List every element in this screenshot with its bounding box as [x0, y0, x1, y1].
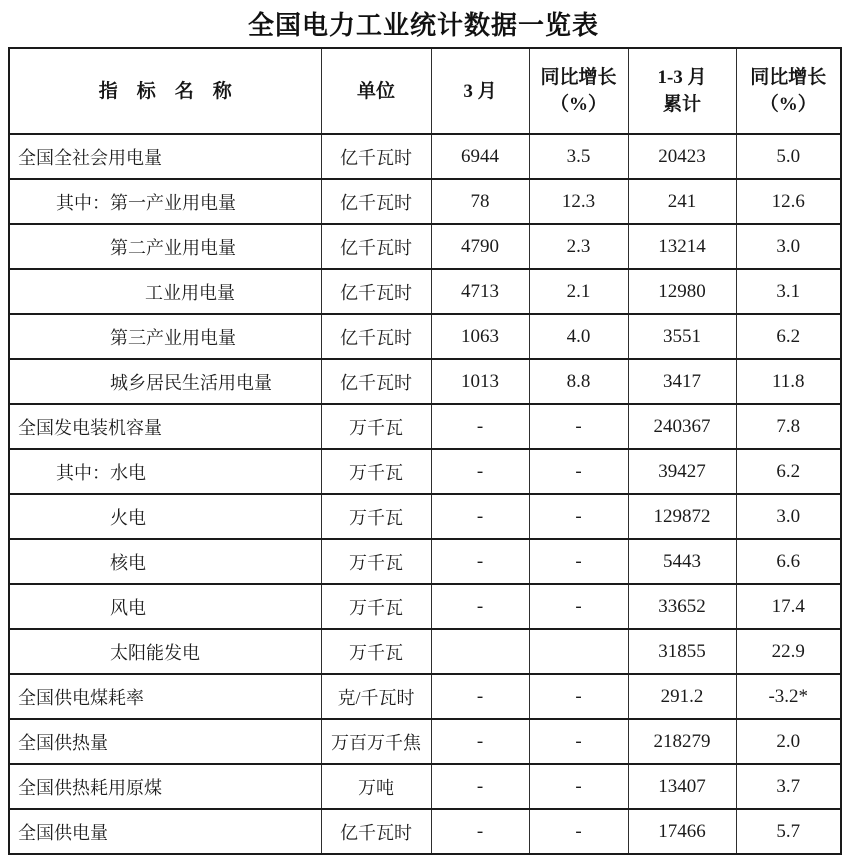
- cell-unit: 万千瓦: [321, 539, 431, 584]
- table-row: [9, 134, 841, 179]
- column-header-indicator: [9, 48, 321, 134]
- cell-march: -: [431, 494, 529, 539]
- table-row: [9, 629, 841, 674]
- cell-cumulative-yoy: 17.4: [736, 584, 841, 629]
- cell-march-yoy: -: [529, 539, 628, 584]
- header-line: 3 月: [463, 80, 497, 102]
- table-row: [9, 809, 841, 854]
- cell-march: -: [431, 449, 529, 494]
- cell-cumulative: 241: [628, 179, 736, 224]
- cell-cumulative-yoy: 2.0: [736, 719, 841, 764]
- cell-cumulative: 3551: [628, 314, 736, 359]
- cell-unit: 亿千瓦时: [321, 359, 431, 404]
- cell-unit: 克/千瓦时: [321, 674, 431, 719]
- table-row: [9, 764, 841, 809]
- cell-march-yoy: -: [529, 809, 628, 854]
- cell-march-yoy: -: [529, 584, 628, 629]
- table-header: [9, 48, 841, 134]
- header-line: 指 标 名 称: [98, 80, 232, 102]
- cell-unit: 万千瓦: [321, 494, 431, 539]
- cell-cumulative-yoy: 3.7: [736, 764, 841, 809]
- cell-unit: 万千瓦: [321, 629, 431, 674]
- cell-indicator: 太阳能发电: [9, 629, 321, 674]
- statistics-table: [8, 47, 842, 855]
- cell-cumulative: 218279: [628, 719, 736, 764]
- cell-cumulative-yoy: -3.2*: [736, 674, 841, 719]
- cell-cumulative: 13214: [628, 224, 736, 269]
- cell-march: -: [431, 809, 529, 854]
- cell-indicator: 第二产业用电量: [9, 224, 321, 269]
- table-row: [9, 404, 841, 449]
- cell-unit: 万千瓦: [321, 404, 431, 449]
- cell-unit: 万千瓦: [321, 449, 431, 494]
- page-title: 全国电力工业统计数据一览表: [247, 11, 599, 40]
- cell-unit: 亿千瓦时: [321, 224, 431, 269]
- cell-unit: 亿千瓦时: [321, 179, 431, 224]
- column-header-cumulative-yoy: [736, 48, 841, 134]
- column-header-march-yoy: [529, 48, 628, 134]
- cell-march-yoy: 12.3: [529, 179, 628, 224]
- cell-cumulative-yoy: 6.2: [736, 449, 841, 494]
- cell-march: -: [431, 674, 529, 719]
- cell-cumulative-yoy: 3.1: [736, 269, 841, 314]
- table-row: [9, 674, 841, 719]
- cell-cumulative-yoy: 22.9: [736, 629, 841, 674]
- cell-march-yoy: -: [529, 494, 628, 539]
- table-row: [9, 269, 841, 314]
- cell-unit: 万百万千焦: [321, 719, 431, 764]
- cell-unit: 万吨: [321, 764, 431, 809]
- cell-unit: 亿千瓦时: [321, 269, 431, 314]
- cell-cumulative: 20423: [628, 134, 736, 179]
- cell-march: -: [431, 584, 529, 629]
- cell-march-yoy: -: [529, 449, 628, 494]
- header-line: 同比增长: [750, 67, 827, 88]
- cell-march: -: [431, 539, 529, 584]
- cell-indicator: 其中：水电: [9, 449, 321, 494]
- cell-cumulative: 33652: [628, 584, 736, 629]
- cell-march: 1063: [431, 314, 529, 359]
- cell-march-yoy: -: [529, 764, 628, 809]
- cell-indicator: 火电: [9, 494, 321, 539]
- header-line: 单位: [356, 80, 395, 102]
- header-line: 累计: [662, 94, 701, 115]
- cell-cumulative-yoy: 5.0: [736, 134, 841, 179]
- cell-march: -: [431, 719, 529, 764]
- cell-cumulative-yoy: 11.8: [736, 359, 841, 404]
- column-header-cumulative: [628, 48, 736, 134]
- cell-unit: 亿千瓦时: [321, 134, 431, 179]
- cell-march-yoy: -: [529, 404, 628, 449]
- cell-indicator: 全国供热量: [9, 719, 321, 764]
- cell-march: 4713: [431, 269, 529, 314]
- cell-march-yoy: -: [529, 674, 628, 719]
- cell-cumulative: 3417: [628, 359, 736, 404]
- cell-march-yoy: -: [529, 719, 628, 764]
- table-row: [9, 359, 841, 404]
- cell-cumulative-yoy: 3.0: [736, 494, 841, 539]
- cell-cumulative: 17466: [628, 809, 736, 854]
- cell-indicator: 全国全社会用电量: [9, 134, 321, 179]
- header-row: [9, 48, 841, 134]
- cell-cumulative: 5443: [628, 539, 736, 584]
- cell-cumulative: 291.2: [628, 674, 736, 719]
- cell-cumulative-yoy: 6.6: [736, 539, 841, 584]
- cell-cumulative: 39427: [628, 449, 736, 494]
- header-line: （%）: [549, 94, 607, 115]
- cell-indicator: 全国供电煤耗率: [9, 674, 321, 719]
- column-header-march: [431, 48, 529, 134]
- cell-march-yoy: 2.1: [529, 269, 628, 314]
- table-row: [9, 224, 841, 269]
- table-row: [9, 494, 841, 539]
- table-row: [9, 179, 841, 224]
- cell-march: 4790: [431, 224, 529, 269]
- cell-unit: 亿千瓦时: [321, 809, 431, 854]
- cell-march: 78: [431, 179, 529, 224]
- cell-march: 1013: [431, 359, 529, 404]
- header-line: 1-3 月: [657, 67, 707, 88]
- cell-indicator: 全国供电量: [9, 809, 321, 854]
- table-row: [9, 449, 841, 494]
- cell-march: -: [431, 404, 529, 449]
- table-row: [9, 314, 841, 359]
- column-header-unit: [321, 48, 431, 134]
- cell-indicator: 第三产业用电量: [9, 314, 321, 359]
- cell-march-yoy: 4.0: [529, 314, 628, 359]
- cell-march: 6944: [431, 134, 529, 179]
- header-line: 同比增长: [540, 67, 617, 88]
- cell-indicator: 城乡居民生活用电量: [9, 359, 321, 404]
- cell-march: [431, 629, 529, 674]
- cell-cumulative: 13407: [628, 764, 736, 809]
- cell-cumulative-yoy: 6.2: [736, 314, 841, 359]
- cell-cumulative-yoy: 5.7: [736, 809, 841, 854]
- cell-indicator: 全国供热耗用原煤: [9, 764, 321, 809]
- cell-cumulative: 129872: [628, 494, 736, 539]
- cell-unit: 亿千瓦时: [321, 314, 431, 359]
- table-body: [9, 134, 841, 854]
- cell-indicator: 全国发电装机容量: [9, 404, 321, 449]
- cell-cumulative: 31855: [628, 629, 736, 674]
- cell-indicator: 核电: [9, 539, 321, 584]
- cell-indicator: 其中：第一产业用电量: [9, 179, 321, 224]
- cell-unit: 万千瓦: [321, 584, 431, 629]
- cell-cumulative: 12980: [628, 269, 736, 314]
- cell-indicator: 风电: [9, 584, 321, 629]
- cell-march-yoy: 8.8: [529, 359, 628, 404]
- cell-cumulative-yoy: 7.8: [736, 404, 841, 449]
- table-row: [9, 584, 841, 629]
- cell-cumulative-yoy: 12.6: [736, 179, 841, 224]
- table-row: [9, 539, 841, 584]
- table-row: [9, 719, 841, 764]
- header-line: （%）: [759, 94, 817, 115]
- cell-indicator: 工业用电量: [9, 269, 321, 314]
- cell-cumulative-yoy: 3.0: [736, 224, 841, 269]
- cell-cumulative: 240367: [628, 404, 736, 449]
- cell-march-yoy: 3.5: [529, 134, 628, 179]
- cell-march-yoy: [529, 629, 628, 674]
- cell-march: -: [431, 764, 529, 809]
- cell-march-yoy: 2.3: [529, 224, 628, 269]
